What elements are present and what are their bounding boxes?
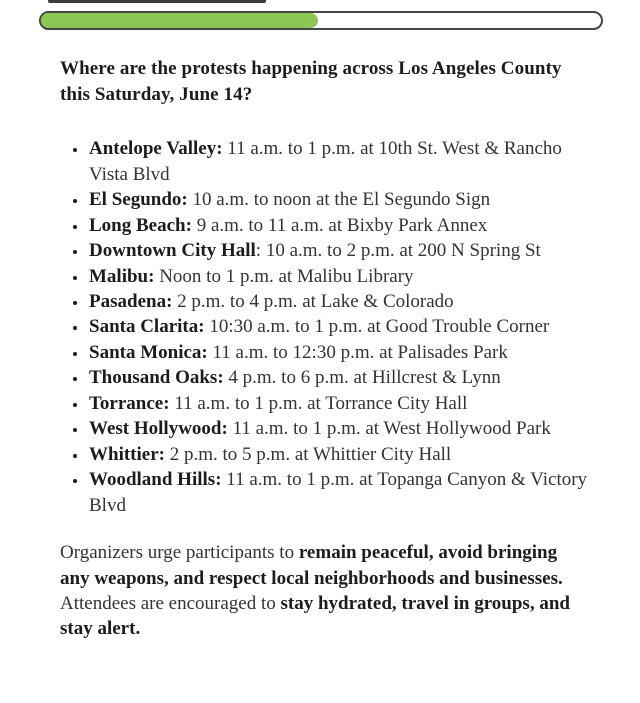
protest-detail: 11 a.m. to 1 p.m. at 10th St. West & Rancho Vista Blvd — [89, 138, 562, 185]
list-item — [88, 467, 588, 518]
list-item — [88, 187, 588, 212]
list-item — [88, 365, 588, 390]
protest-detail: 4 p.m. to 6 p.m. at Hillcrest & Lynn — [223, 367, 501, 389]
protest-detail: : 10 a.m. to 2 p.m. at 200 N Spring St — [255, 240, 541, 262]
protest-location-label: Antelope Valley: — [89, 138, 223, 160]
protest-detail: 11 a.m. to 1 p.m. at Torrance City Hall — [169, 392, 468, 414]
safety-paragraph — [60, 540, 588, 642]
protest-list — [60, 136, 588, 518]
protest-detail: Noon to 1 p.m. at Malibu Library — [154, 265, 414, 287]
protest-detail: 11 a.m. to 1 p.m. at Topanga Canyon & Victory Blvd — [89, 469, 588, 516]
protest-location-label: Long Beach: — [89, 214, 192, 236]
cropped-top-bar — [48, 0, 266, 3]
list-item — [88, 314, 588, 339]
list-item — [88, 416, 588, 441]
protest-location-label: Thousand Oaks: — [89, 367, 224, 389]
protest-location-label: Pasadena: — [89, 291, 173, 312]
list-item — [88, 391, 588, 416]
protest-location-label: West Hollywood: — [89, 418, 228, 440]
protest-location-label: Malibu: — [89, 265, 155, 287]
list-item — [88, 264, 588, 289]
progress-bar-fill — [41, 13, 318, 28]
paragraph-segment-bold: remain peaceful, avoid bringing any weapons, and respect local neighborhoods and businesses. — [60, 542, 563, 589]
protest-location-label: Woodland Hills: — [89, 469, 222, 491]
protest-detail: 2 p.m. to 4 p.m. at Lake & Colorado — [172, 291, 454, 312]
list-item — [88, 213, 588, 238]
protest-detail: 10 a.m. to noon at the El Segundo Sign — [187, 189, 491, 211]
list-item — [88, 289, 588, 314]
protest-detail: 2 p.m. to 5 p.m. at Whittier City Hall — [164, 443, 452, 465]
protest-location-label: Santa Monica: — [89, 341, 208, 363]
protest-detail: 11 a.m. to 1 p.m. at West Hollywood Park — [227, 418, 551, 440]
list-item — [88, 238, 588, 263]
protest-location-label: Whittier: — [89, 443, 165, 465]
protest-location-label: El Segundo: — [89, 189, 188, 211]
protest-location-label: Torrance: — [89, 392, 170, 414]
protest-location-label: Santa Clarita: — [89, 316, 205, 338]
paragraph-segment-bold: stay hydrated, travel in groups, and stay alert. — [60, 592, 570, 640]
page-title: Where are the protests happening across Los Angeles County this Saturday, June 14? — [60, 58, 562, 105]
content-area — [60, 56, 588, 642]
protest-detail: 11 a.m. to 12:30 p.m. at Palisades Park — [207, 341, 508, 363]
protest-detail: 10:30 a.m. to 1 p.m. at Good Trouble Corner — [204, 316, 550, 338]
list-item — [88, 442, 588, 467]
list-item — [88, 340, 588, 365]
paragraph-segment: Organizers urge participants to — [60, 542, 299, 564]
protest-location-label: Downtown City Hall — [89, 240, 256, 262]
progress-bar — [39, 11, 603, 30]
protest-detail: 9 a.m. to 11 a.m. at Bixby Park Annex — [191, 214, 488, 236]
paragraph-segment: Attendees are encouraged to — [60, 592, 281, 614]
list-item — [88, 136, 588, 187]
